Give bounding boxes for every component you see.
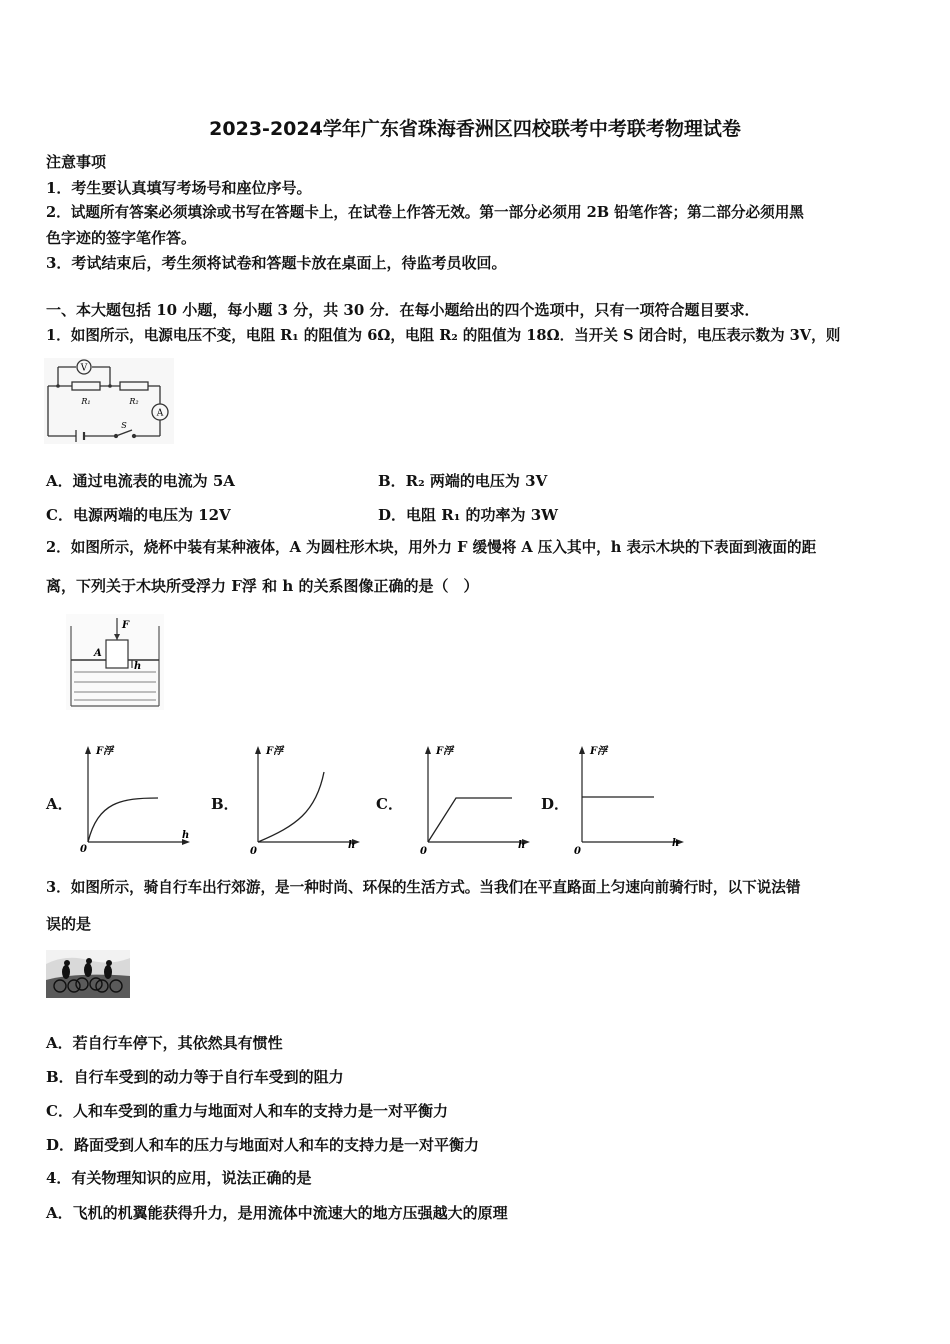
beaker-diagram	[66, 614, 164, 710]
graph-d[interactable]	[572, 742, 688, 858]
q3-option-c[interactable]: C．人和车受到的重力与地面对人和车的支持力是一对平衡力	[46, 1102, 448, 1120]
notice-heading: 注意事项	[46, 153, 107, 171]
circuit-diagram	[44, 358, 174, 444]
q3-option-a[interactable]: A．若自行车停下，其依然具有惯性	[46, 1034, 283, 1052]
ammeter-label: A	[156, 408, 164, 419]
switch-label: S	[121, 421, 127, 430]
graph-d-origin: 0	[574, 846, 581, 857]
notice-item: 1．考生要认真填写考场号和座位序号。	[46, 179, 312, 197]
q4-option-a[interactable]: A．飞机的机翼能获得升力，是用流体中流速大的地方压强越大的原理	[46, 1204, 508, 1222]
page-title: 2023-2024学年广东省珠海香洲区四校联考中考联考物理试卷	[209, 118, 741, 140]
q3-option-d[interactable]: D．路面受到人和车的压力与地面对人和车的支持力是一对平衡力	[46, 1136, 480, 1154]
q1-option-d[interactable]: D．电阻 R₁ 的功率为 3W	[378, 506, 558, 524]
q1-option-a[interactable]: A．通过电流表的电流为 5A	[46, 472, 235, 490]
q2-option-a[interactable]: A．	[46, 795, 73, 813]
graph-a[interactable]	[76, 742, 192, 858]
graph-b[interactable]	[246, 742, 362, 858]
graph-a-ylabel: F浮	[96, 746, 114, 757]
notice-item: 2．试题所有答案必须填涂或书写在答题卡上，在试卷上作答无效。第一部分必须用 2B 铅笔作答；第二部分必须用黑	[46, 204, 804, 221]
graph-b-origin: 0	[250, 846, 257, 857]
force-label: F	[122, 620, 130, 631]
depth-label: h	[134, 661, 142, 672]
r1-label: R₁	[81, 397, 91, 406]
graph-c-origin: 0	[420, 846, 427, 857]
q3-option-b[interactable]: B．自行车受到的动力等于自行车受到的阻力	[46, 1068, 344, 1086]
graph-c[interactable]	[416, 742, 532, 858]
question-3-stem: 误的是	[46, 915, 92, 933]
q2-option-c[interactable]: C．	[376, 795, 403, 813]
question-1-stem: 1．如图所示，电源电压不变，电阻 R₁ 的阻值为 6Ω，电阻 R₂ 的阻值为 18Ω．当开关 S 闭合时，电压表示数为 3V，则	[46, 327, 841, 344]
notice-item: 3．考试结束后，考生须将试卷和答题卡放在桌面上，待监考员收回。	[46, 254, 507, 272]
question-4-stem: 4．有关物理知识的应用，说法正确的是	[46, 1169, 312, 1187]
graph-b-ylabel: F浮	[266, 746, 284, 757]
voltmeter-label: V	[80, 363, 88, 374]
q1-option-b[interactable]: B．R₂ 两端的电压为 3V	[378, 472, 548, 490]
q1-option-c[interactable]: C．电源两端的电压为 12V	[46, 506, 231, 524]
graph-c-ylabel: F浮	[436, 746, 454, 757]
graph-c-xlabel: h	[518, 840, 526, 851]
q2-option-b[interactable]: B．	[211, 795, 239, 813]
graph-a-origin: 0	[80, 844, 87, 855]
section-heading: 一、本大题包括 10 小题，每小题 3 分，共 30 分．在每小题给出的四个选项中，只有一项符合题目要求．	[46, 301, 760, 319]
graph-b-xlabel: h	[348, 840, 356, 851]
block-label: A	[94, 648, 102, 659]
question-2-stem: 离，下列关于木块所受浮力 F浮 和 h 的关系图像正确的是（ ）	[46, 577, 479, 595]
question-2-stem: 2．如图所示，烧杯中装有某种液体，A 为圆柱形木块，用外力 F 缓慢将 A 压入其中，h 表示木块的下表面到液面的距	[46, 539, 817, 556]
cyclists-photo	[46, 950, 130, 998]
q2-option-d[interactable]: D．	[541, 795, 570, 813]
r2-label: R₂	[129, 397, 139, 406]
notice-item: 色字迹的签字笔作答。	[46, 229, 197, 247]
question-3-stem: 3．如图所示，骑自行车出行郊游，是一种时尚、环保的生活方式。当我们在平直路面上匀速向前骑行时，以下说法错	[46, 879, 801, 896]
graph-d-ylabel: F浮	[590, 746, 608, 757]
graph-a-xlabel: h	[182, 830, 190, 841]
graph-d-xlabel: h	[672, 838, 680, 849]
